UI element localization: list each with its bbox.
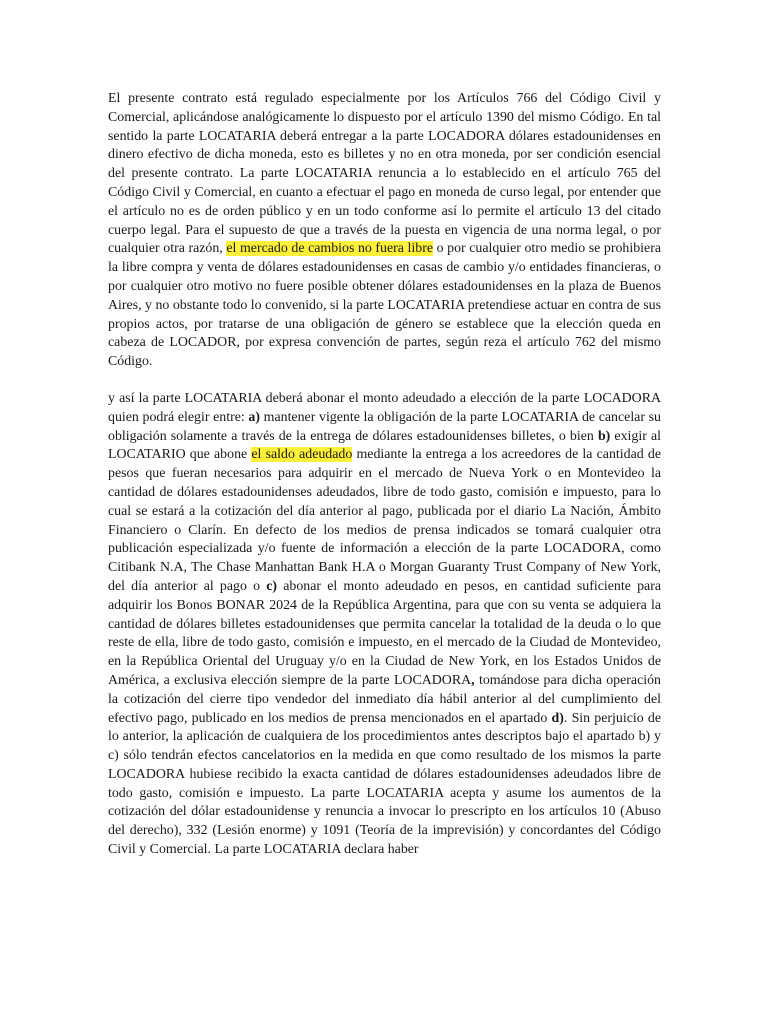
- bold-comma: ,: [471, 672, 475, 688]
- paragraph-payment-options: [108, 390, 661, 860]
- text-run: mediante la entrega a los acreedores de la cantidad de pesos que fueran necesarios para adquirir en el mercado de Nueva York o en Montevideo la cantidad de dólares estadounidenses adeudados, libre de todo gasto, comisión e impuesto, para lo cual se estará a la cotización del día anterior al pago, publicada por el diario La Nación, Ámbito Financiero o Clarín. En defecto de los medios de prensa indicados se tomará cualquier otra publicación especializada y/o fuente de información a elección de la parte LOCADORA, como Citibank N.A, The Chase Manhattan Bank H.A o Morgan Guaranty Trust Company of New York, del día anterior al pago o: [108, 447, 661, 594]
- contract-body: [108, 90, 661, 860]
- option-label-d: d): [551, 710, 564, 726]
- highlighted-text: el saldo adeudado: [251, 447, 353, 463]
- paragraph-currency-clause: [108, 90, 661, 372]
- text-run: o por cualquier otro medio se prohibiera la libre compra y venta de dólares estadounidenses en casas de cambio y/o entidades financieras, o por cualquier otro motivo no fuere posible obtener dólares estadounidenses en la plaza de Buenos Aires, y no obstante todo lo convenido, si la parte LOCATARIA pretendiese actuar en contra de sus propios actos, por tratarse de una obligación de género se establece que la elección queda en cabeza de LOCADOR, por expresa convención de partes, según reza el artículo 762 del mismo Código.: [108, 241, 661, 370]
- option-label-c: c): [266, 578, 278, 594]
- option-label-b: b): [597, 428, 611, 444]
- option-label-a: a): [248, 409, 260, 425]
- text-run: El presente contrato está regulado especialmente por los Artículos 766 del Código Civil y Comercial, aplicándose analógicamente lo dispuesto por el artículo 1390 del mismo Código. En tal sentido la parte LOCATARIA deberá entregar a la parte LOCADORA dólares estadounidenses en dinero efectivo de dicha moneda, esto es billetes y no en otra moneda, por ser condición esencial del presente contrato. La parte LOCATARIA renuncia a lo establecido en el artículo 765 del Código Civil y Comercial, en cuanto a efectuar el pago en moneda de curso legal, por entender que el artículo no es de orden público y en un todo conforme así lo permite el artículo 13 del citado cuerpo legal. Para el supuesto de que a través de la puesta en vigencia de una norma legal, o por cualquier otra razón,: [108, 91, 661, 257]
- text-run: abonar el monto adeudado en pesos, en cantidad suficiente para adquirir los Bonos BONAR 2024 de la República Argentina, para que con su venta se adquiera la cantidad de dólares billetes estadounidenses que permita cancelar la totalidad de la deuda o lo que reste de ella, libre de todo gasto, comisión e impuesto, en el mercado de la Ciudad de Montevideo, en la República Oriental del Uruguay y/o en la Ciudad de New York, en los Estados Unidos de América, a exclusiva elección siempre de la parte LOCADORA: [108, 578, 661, 688]
- text-run: . Sin perjuicio de lo anterior, la aplicación de cualquiera de los procedimientos antes descriptos bajo el apartado b) y c) sólo tendrán efectos cancelatorios en la medida en que como resultado de los mismos la parte LOCADORA hubiese recibido la exacta cantidad de dólares estadounidenses adeudados libre de todo gasto, comisión e impuesto. La parte LOCATARIA acepta y asume los aumentos de la cotización del dólar estadounidense y renuncia a invocar lo prescripto en los artículos 10 (Abuso del derecho), 332 (Lesión enorme) y 1091 (Teoría de la imprevisión) y concordantes del Código Civil y Comercial. La parte LOCATARIA declara haber: [108, 710, 661, 858]
- text-run: tomándose para dicha operación la cotización del cierre tipo vendedor del inmediato día hábil anterior al del cumplimiento del efectivo pago, publicado en los medios de prensa mencionados en el apartado: [108, 672, 661, 726]
- text-run: mantener vigente la obligación de la parte LOCATARIA de cancelar su obligación solamente a través de la entrega de dólares estadounidenses billetes, o bien: [108, 409, 661, 444]
- highlighted-text: el mercado de cambios no fuera libre: [226, 241, 433, 257]
- text-run: exigir al LOCATARIO que abone: [108, 428, 661, 463]
- text-run: y así la parte LOCATARIA deberá abonar el monto adeudado a elección de la parte LOCADORA quien podrá elegir entre:: [108, 390, 661, 425]
